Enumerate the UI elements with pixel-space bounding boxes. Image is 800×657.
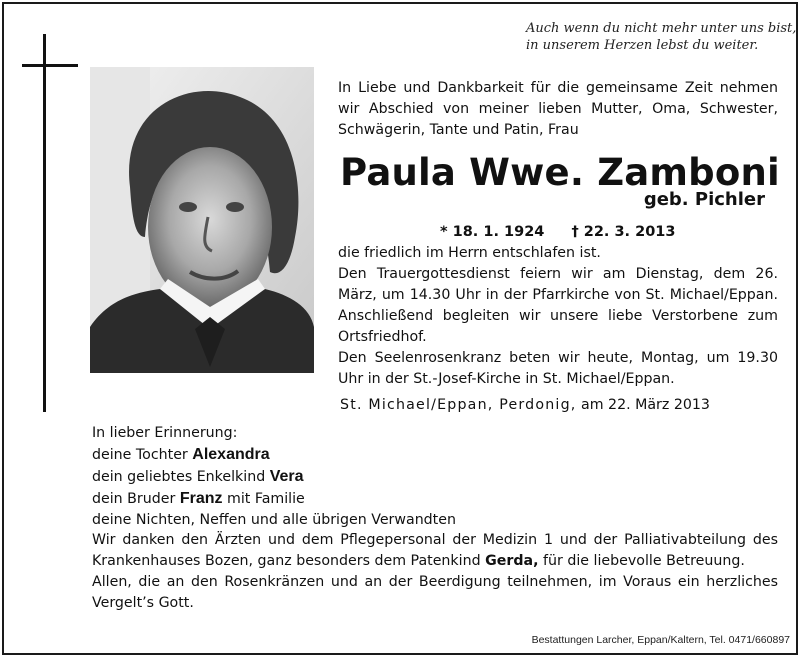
- mourner-brother: [92, 488, 612, 510]
- mourners-heading: In lieber Erinnerung:: [92, 425, 238, 441]
- mourner-grandchild-prefix: dein geliebtes Enkelkind: [92, 469, 266, 485]
- maiden-name: geb. Pichler: [643, 189, 765, 210]
- death-date: † 22. 3. 2013: [571, 224, 676, 240]
- mourner-brother-name: Franz: [179, 490, 223, 507]
- cross-icon-horizontal: [22, 64, 78, 67]
- acknowledgements: [92, 530, 778, 614]
- date-text: am 22. März 2013: [581, 397, 710, 413]
- thanks-text-after: für die liebevolle Betreuung.: [543, 553, 745, 569]
- thanks-paragraph-2: Allen, die an den Rosenkränzen und an der Beerdigung teilnehmen, im Voraus ein herzliches Vergelt’s Gott.: [92, 574, 778, 611]
- service-paragraph: Den Trauergottesdienst feiern wir am Dienstag, dem 26. März, um 14.30 Uhr in der Pfarrkirche von St. Michael/Eppan. Anschließend begleiten wir unsere liebe Verstorbene zum Ortsfriedhof.: [338, 266, 778, 345]
- deceased-name: Paula Wwe. Zamboni: [340, 151, 780, 194]
- cross-icon-vertical: [43, 34, 46, 412]
- portrait-photo: [90, 67, 314, 373]
- mourner-brother-prefix: dein Bruder: [92, 491, 176, 507]
- mourner-grandchild-name: Vera: [269, 468, 304, 485]
- mourner-others: deine Nichten, Neffen und alle übrigen Verwandten: [92, 512, 456, 528]
- thanks-godchild-name: Gerda,: [485, 553, 539, 569]
- quote-line-2: in unserem Herzen lebst du weiter.: [526, 38, 759, 53]
- mourner-daughter-name: Alexandra: [192, 446, 270, 463]
- thanks-text-before: Wir danken den Ärzten und dem Pflegepersonal der Medizin 1 und der Palliativabteilung des Krankenhauses Bozen, ganz besonders dem Patenkind: [92, 532, 778, 569]
- life-dates: [440, 222, 690, 242]
- undertaker-credit: Bestattungen Larcher, Eppan/Kaltern, Tel. 0471/660897: [531, 634, 790, 646]
- mourner-grandchild: [92, 466, 612, 488]
- mourner-brother-suffix: mit Familie: [227, 491, 305, 507]
- mourner-daughter: [92, 444, 612, 466]
- mourner-daughter-prefix: deine Tochter: [92, 447, 188, 463]
- thanks-paragraph-1: [92, 530, 778, 572]
- mourners-list: [92, 423, 612, 531]
- memorial-quote: [526, 20, 796, 54]
- place-text: St. Michael/Eppan, Perdonig,: [340, 397, 577, 413]
- intro-paragraph: In Liebe und Dankbarkeit für die gemeinsame Zeit nehmen wir Abschied von meiner lieben Mutter, Oma, Schwester, Schwägerin, Tante und Patin, Frau: [338, 80, 778, 138]
- quote-line-1: Auch wenn du nicht mehr unter uns bist,: [526, 21, 797, 36]
- birth-date: * 18. 1. 1924: [440, 224, 545, 240]
- funeral-details: [338, 243, 778, 390]
- intro-text: [338, 78, 778, 141]
- passing-paragraph: die friedlich im Herrn entschlafen ist.: [338, 245, 601, 261]
- rosary-paragraph: Den Seelenrosenkranz beten wir heute, Montag, um 19.30 Uhr in der St.-Josef-Kirche in St. Michael/Eppan.: [338, 350, 778, 387]
- place-date-line: [340, 395, 780, 416]
